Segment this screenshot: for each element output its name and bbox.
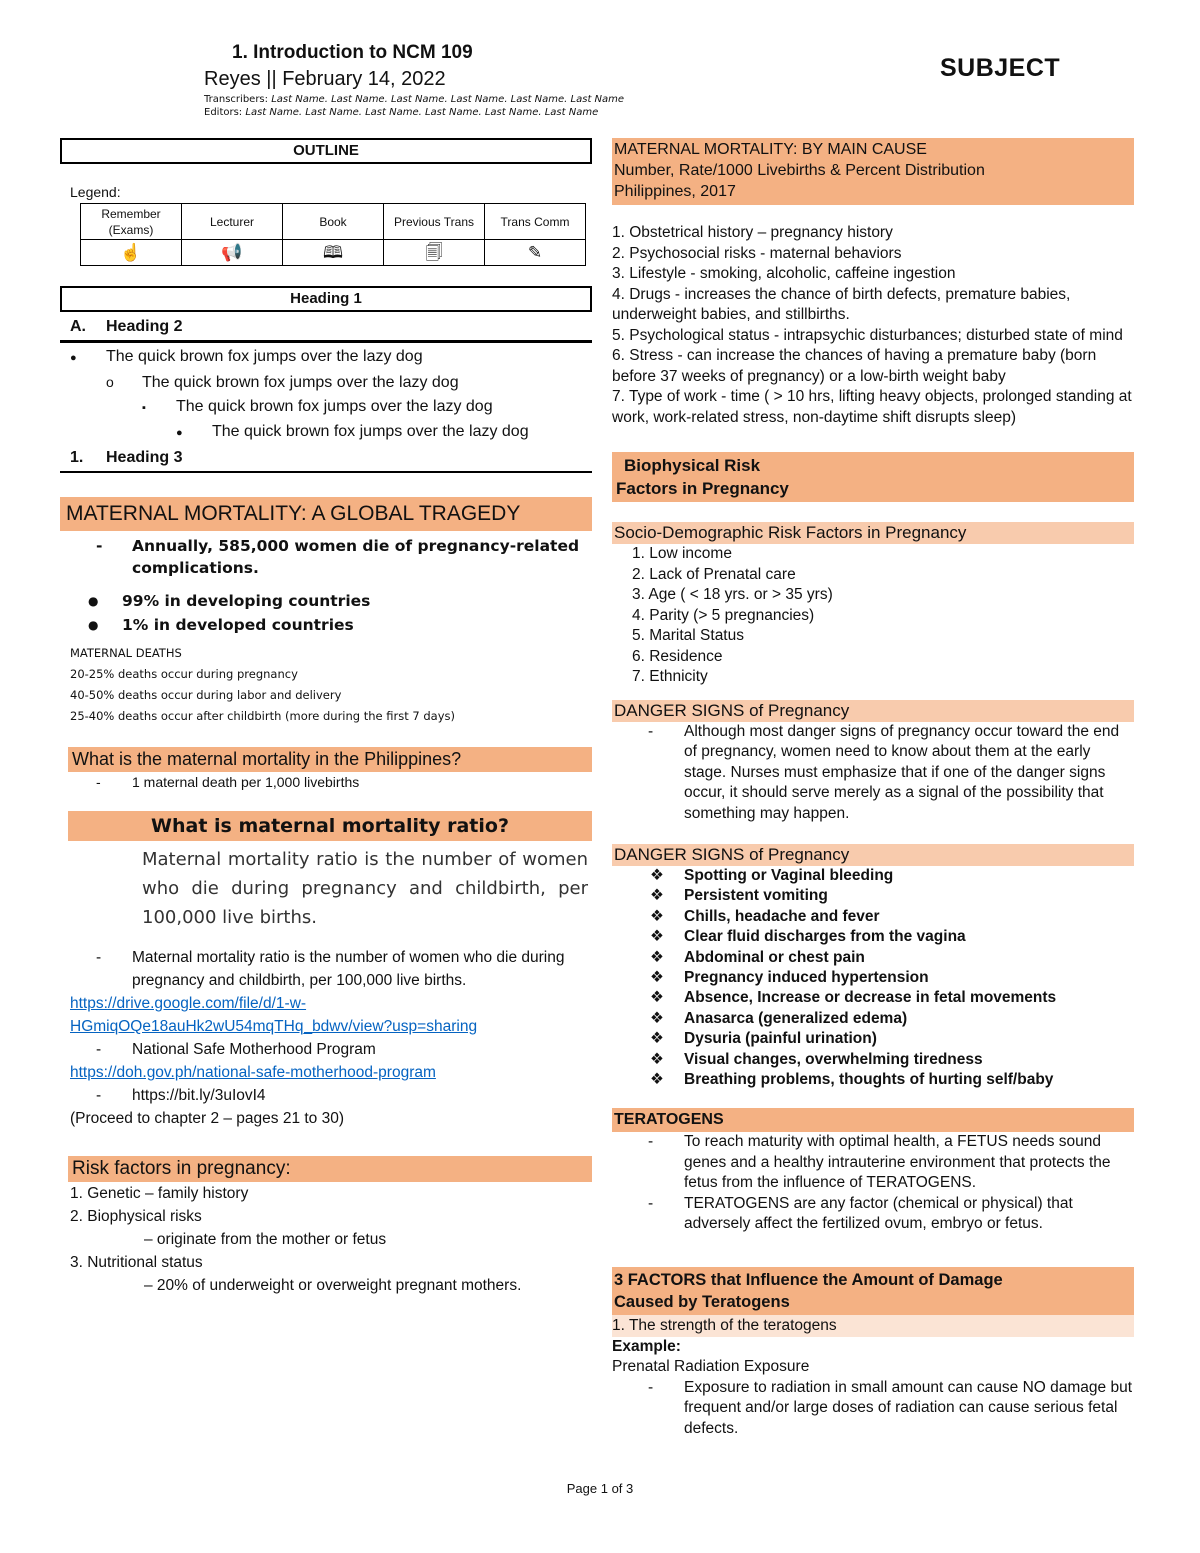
teratogens-item: - To reach maturity with optimal health, a FETUS needs sound genes and a healthy intrauterine environment that protects the fetus from the influence of TERATOGENS. — [612, 1132, 1134, 1194]
socio-demographic-heading: Socio-Demographic Risk Factors in Pregnancy — [612, 522, 1134, 544]
example-label: Example: — [612, 1337, 681, 1355]
page-footer: Page 1 of 3 — [566, 1481, 634, 1496]
danger-signs-heading: DANGER SIGNS of Pregnancy — [612, 700, 1134, 722]
radiation-item: - Exposure to radiation in small amount can cause NO damage but frequent and/or large doses of radiation can cause serious fetal defects. — [612, 1378, 1134, 1440]
cause-item: 7. Type of work - time ( > 10 hrs, lifting heavy objects, prolonged standing at work, work-related stress, non-daytime shift disrupts sleep) — [612, 388, 1132, 426]
danger-sign-item: ❖ Pregnancy induced hypertension — [612, 968, 1134, 988]
socio-item: 1. Low income — [632, 545, 732, 562]
danger-sign-item: ❖ Absence, Increase or decrease in fetal movements — [612, 988, 1134, 1008]
socio-item: 5. Marital Status — [632, 627, 744, 644]
risk-biophysical-detail: – originate from the mother or fetus — [144, 1231, 387, 1248]
socio-item: 7. Ethnicity — [632, 668, 708, 685]
ratio-item: - Maternal mortality ratio is the number of women who die during pregnancy and childbirth, per 100,000 live births. — [60, 946, 592, 992]
legend-label: Legend: — [70, 184, 121, 200]
megaphone-icon: 📢 — [182, 240, 283, 266]
doh-link[interactable]: https://doh.gov.ph/national-safe-motherhood-program — [70, 1064, 436, 1081]
legend-trans-comm: Trans Comm — [485, 204, 586, 240]
document-header — [0, 0, 1200, 130]
subject-label: SUBJECT — [940, 54, 1061, 82]
danger-sign-item: ❖ Anasarca (generalized edema) — [612, 1009, 1134, 1029]
risk-biophysical: 2. Biophysical risks — [70, 1208, 202, 1225]
drive-link-continued[interactable]: HGmiqOQe18auHk2wU54mqTHq_bdwv/view?usp=sharing — [70, 1018, 478, 1035]
book-icon: 🕮 — [283, 240, 384, 266]
developing-countries: ● 99% in developing countries — [60, 589, 592, 613]
teratogens-item: - TERATOGENS are any factor (chemical or physical) that adversely affect the fertilized ovum, embryo or fetus. — [612, 1194, 1134, 1235]
philippines-rate: - 1 maternal death per 1,000 livebirths — [60, 772, 592, 793]
deaths-after-childbirth: 25-40% deaths occur after childbirth (more during the first 7 days) — [70, 709, 456, 723]
heading-3: 1. Heading 3 — [60, 445, 592, 473]
pencil-icon: ✎ — [485, 240, 586, 266]
risk-factors-heading: Risk factors in pregnancy: — [68, 1156, 592, 1182]
socio-item: 6. Residence — [632, 647, 723, 665]
doc-subtitle: Reyes || February 14, 2022 — [204, 68, 446, 90]
danger-sign-item: ❖ Abdominal or chest pain — [612, 948, 1134, 968]
bullet-level-2: o The quick brown fox jumps over the lazy dog — [106, 374, 459, 391]
legend-table — [80, 203, 586, 266]
outline-heading: OUTLINE — [60, 138, 592, 164]
legend-remember: Remember (Exams) — [81, 204, 182, 240]
philippines-heading: What is the maternal mortality in the Philippines? — [68, 747, 592, 772]
doc-title: 1. Introduction to NCM 109 — [232, 42, 473, 63]
pointing-finger-icon: ☝ — [81, 240, 182, 266]
main-cause-list — [612, 223, 1134, 428]
safe-motherhood-program: - National Safe Motherhood Program — [60, 1038, 592, 1061]
danger-sign-item: ❖ Breathing problems, thoughts of hurting self/baby — [612, 1070, 1134, 1090]
global-tragedy-heading: MATERNAL MORTALITY: A GLOBAL TRAGEDY — [60, 497, 592, 531]
annual-deaths: - Annually, 585,000 women die of pregnancy-related complications. — [60, 535, 592, 579]
socio-item: 4. Parity (> 5 pregnancies) — [632, 606, 815, 624]
pages-icon: 🗐 — [384, 240, 485, 266]
main-cause-heading: MATERNAL MORTALITY: BY MAIN CAUSE Number, Rate/1000 Livebirths & Percent Distribution Philippines, 2017 — [612, 138, 1134, 205]
danger-sign-item: ❖ Dysuria (painful urination) — [612, 1029, 1134, 1049]
cause-item: 5. Psychological status - intrapsychic disturbances; disturbed state of mind — [612, 326, 1123, 344]
bullet-level-3: ▪ The quick brown fox jumps over the lazy dog — [142, 398, 493, 415]
bullet-level-1: ● The quick brown fox jumps over the lazy dog — [70, 348, 423, 365]
teratogens-heading: TERATOGENS — [612, 1108, 1134, 1132]
right-column — [612, 138, 1134, 1439]
left-column — [60, 138, 592, 1297]
danger-sign-item: ❖ Clear fluid discharges from the vagina — [612, 927, 1134, 947]
drive-link[interactable]: https://drive.google.com/file/d/1-w- — [70, 995, 307, 1012]
deaths-pregnancy: 20-25% deaths occur during pregnancy — [70, 667, 298, 681]
danger-signs-list-heading: DANGER SIGNS of Pregnancy — [612, 844, 1134, 866]
ratio-definition: Maternal mortality ratio is the number of women who die during pregnancy and childbirth, per 100,000 live births. — [142, 849, 588, 928]
cause-item: 1. Obstetrical history – pregnancy history — [612, 224, 893, 241]
socio-demographic-list — [612, 544, 1134, 688]
maternal-deaths-title: MATERNAL DEATHS — [70, 646, 182, 660]
cause-item: 3. Lifestyle - smoking, alcoholic, caffeine ingestion — [612, 265, 956, 282]
teratogen-strength: 1. The strength of the teratogens — [612, 1315, 1134, 1337]
cause-item: 6. Stress - can increase the chances of having a premature baby (born before 37 weeks of pregnancy) or a low-birth weight baby — [612, 347, 1097, 385]
editors-line: Editors: Last Name. Last Name. Last Name. Last Name. Last Name. Last Name — [204, 107, 599, 118]
risk-genetic: 1. Genetic – family history — [70, 1185, 249, 1202]
danger-sign-item: ❖ Visual changes, overwhelming tiredness — [612, 1050, 1134, 1070]
cause-item: 2. Psychosocial risks - maternal behaviors — [612, 244, 902, 262]
danger-sign-item: ❖ Persistent vomiting — [612, 886, 1134, 906]
danger-sign-item: ❖ Spotting or Vaginal bleeding — [612, 866, 1134, 886]
danger-sign-item: ❖ Chills, headache and fever — [612, 907, 1134, 927]
transcribers-line: Transcribers: Last Name. Last Name. Last Name. Last Name. Last Name. Last Name — [204, 94, 625, 105]
risk-nutritional-detail: – 20% of underweight or overweight pregnant mothers. — [144, 1277, 522, 1294]
socio-item: 2. Lack of Prenatal care — [632, 565, 796, 583]
heading-1: Heading 1 — [60, 286, 592, 312]
developed-countries: ● 1% in developed countries — [60, 613, 592, 637]
radiation-label: Prenatal Radiation Exposure — [612, 1358, 810, 1376]
deaths-labor: 40-50% deaths occur during labor and delivery — [70, 688, 342, 702]
legend-previous-trans: Previous Trans — [384, 204, 485, 240]
three-factors-heading: 3 FACTORS that Influence the Amount of Damage Caused by Teratogens — [612, 1267, 1134, 1315]
cause-item: 4. Drugs - increases the chance of birth defects, premature babies, underweight babies, and stillbirths. — [612, 285, 1071, 323]
proceed-note: (Proceed to chapter 2 – pages 21 to 30) — [70, 1110, 345, 1127]
danger-signs-intro: - Although most danger signs of pregnancy occur toward the end of pregnancy, women need to know about them at the early stage. Nurses must emphasize that if one of the danger signs occur, it should serve merely as a signal of the possibility that something may happen. — [612, 722, 1134, 825]
heading-2: A. Heading 2 — [60, 312, 592, 343]
danger-signs-list — [612, 866, 1134, 1090]
socio-item: 3. Age ( < 18 yrs. or > 35 yrs) — [632, 586, 833, 603]
legend-lecturer: Lecturer — [182, 204, 283, 240]
risk-nutritional: 3. Nutritional status — [70, 1254, 203, 1271]
bullet-level-4: ● The quick brown fox jumps over the lazy dog — [176, 423, 529, 440]
bitly-link[interactable]: - https://bit.ly/3uIovI4 — [60, 1084, 592, 1107]
biophysical-heading: Biophysical Risk Factors in Pregnancy — [612, 452, 1134, 502]
ratio-heading: What is maternal mortality ratio? — [68, 811, 592, 841]
legend-book: Book — [283, 204, 384, 240]
